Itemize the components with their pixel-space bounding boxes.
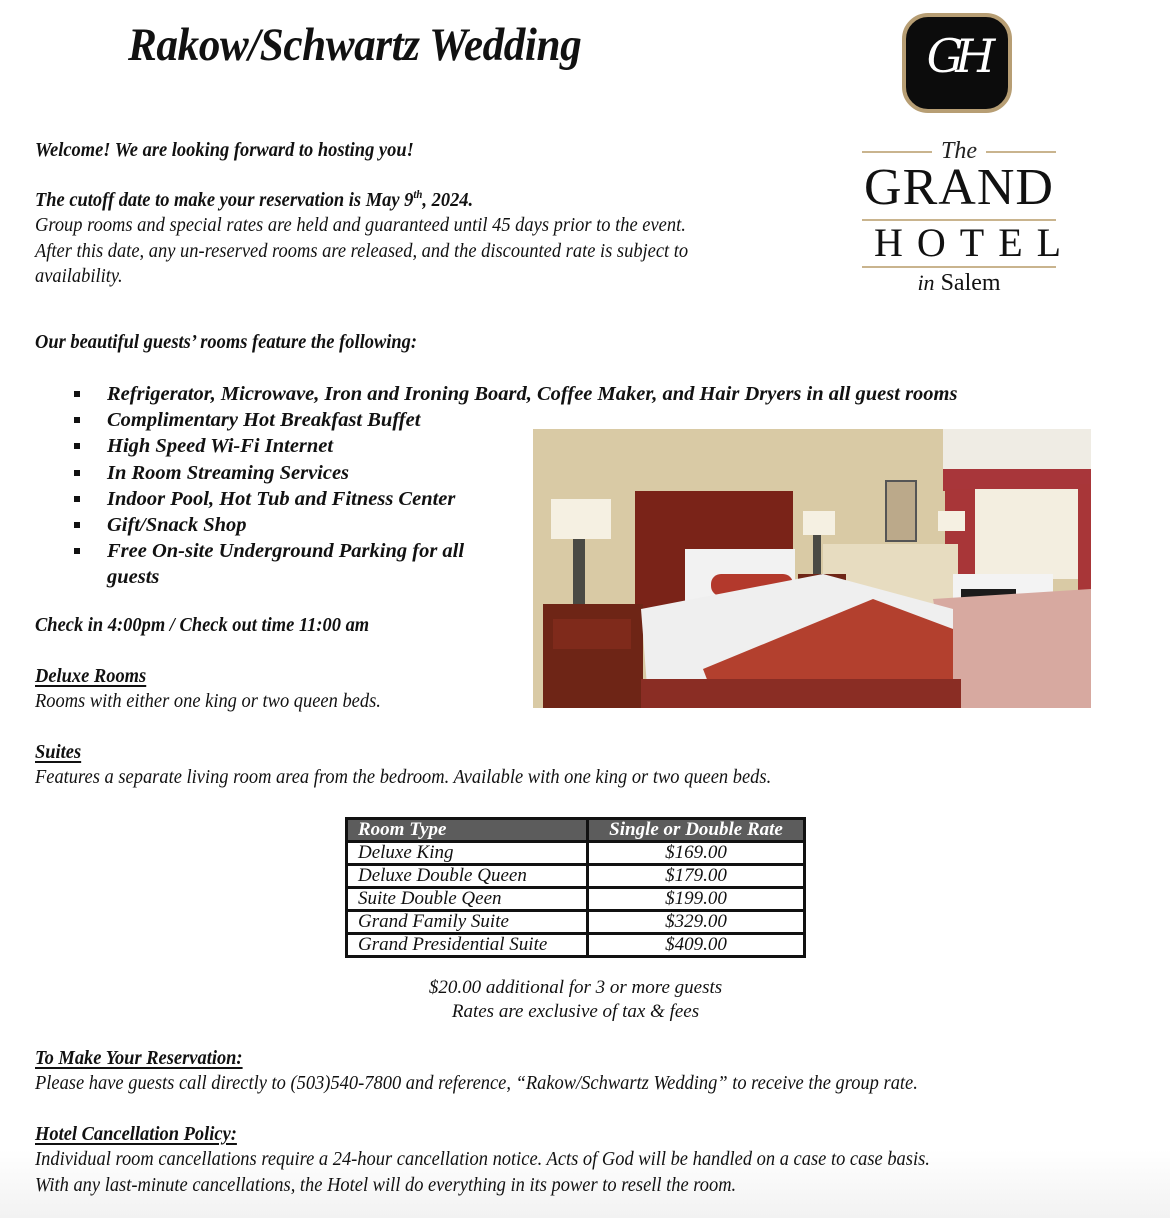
list-item: Indoor Pool, Hot Tub and Fitness Center [35,486,957,512]
reservation-text: Please have guests call directly to (503)540-7800 and reference, “Rakow/Schwartz Wedding” to receive the group rate. [35,1072,918,1094]
list-item: Gift/Snack Shop [35,512,957,538]
list-item: In Room Streaming Services [35,460,957,486]
cutoff-line-3: availability. [35,265,123,287]
welcome-text: Welcome! We are looking forward to hosting you! [35,139,414,161]
bullet-icon [74,496,80,502]
suites-heading: Suites [35,741,82,763]
monogram-badge-icon: GH [902,13,1012,113]
deluxe-heading: Deluxe Rooms [35,665,147,687]
cutoff-line-2: After this date, any un-reserved rooms are released, and the discounted rate is subject to [35,240,689,262]
table-row: Grand Family Suite $329.00 [347,911,805,934]
logo-the: The [941,138,977,164]
logo-grand: GRAND [864,159,1054,216]
rates-note-extra-guests: $20.00 additional for 3 or more guests [428,977,723,998]
rates-note-taxes: Rates are exclusive of tax & fees [451,1001,700,1022]
room-photo [533,429,1091,708]
list-item: Complimentary Hot Breakfast Buffet [35,407,957,433]
bullet-icon [74,522,80,528]
list-item: Refrigerator, Microwave, Iron and Ironing Board, Coffee Maker, and Hair Dryers in all guest rooms [35,381,957,407]
table-row: Suite Double Qeen $199.00 [347,888,805,911]
table-row: Deluxe Double Queen $179.00 [347,865,805,888]
hotel-logo [862,8,1076,296]
bullet-icon [74,391,80,397]
col-header-rate: Single or Double Rate [588,819,805,842]
rates-table [345,817,806,958]
bullet-icon [74,443,80,449]
list-item-continuation: guests [107,566,160,589]
page-title: Rakow/Schwartz Wedding [128,19,582,71]
deluxe-text: Rooms with either one king or two queen beds. [35,690,381,712]
cutoff-date: The cutoff date to make your reservation is May 9th, 2024. [35,187,474,211]
bullet-icon [74,548,80,554]
cancellation-line-2: With any last-minute cancellations, the Hotel will do everything in its power to resell the room. [35,1174,737,1196]
table-row: Grand Presidential Suite $409.00 [347,934,805,957]
reservation-heading: To Make Your Reservation: [35,1047,243,1069]
cutoff-line-1: Group rooms and special rates are held and guaranteed until 45 days prior to the event. [35,214,686,236]
bullet-icon [74,470,80,476]
col-header-room-type: Room Type [347,819,588,842]
list-item: High Speed Wi-Fi Internet [35,433,957,459]
table-row: Deluxe King $169.00 [347,842,805,865]
cancellation-line-1: Individual room cancellations require a 24-hour cancellation notice. Acts of God will be handled on a case to case basis. [35,1148,930,1170]
cancellation-heading: Hotel Cancellation Policy: [35,1123,237,1145]
suites-text: Features a separate living room area from the bedroom. Available with one king or two queen beds. [35,766,772,788]
logo-city: in Salem [917,270,1001,296]
list-item: Free On-site Underground Parking for all [35,538,957,564]
logo-hotel: HOTEL [874,220,1076,265]
checkin-times: Check in 4:00pm / Check out time 11:00 am [35,614,370,636]
features-heading: Our beautiful guests’ rooms feature the following: [35,331,418,353]
bullet-icon [74,417,80,423]
